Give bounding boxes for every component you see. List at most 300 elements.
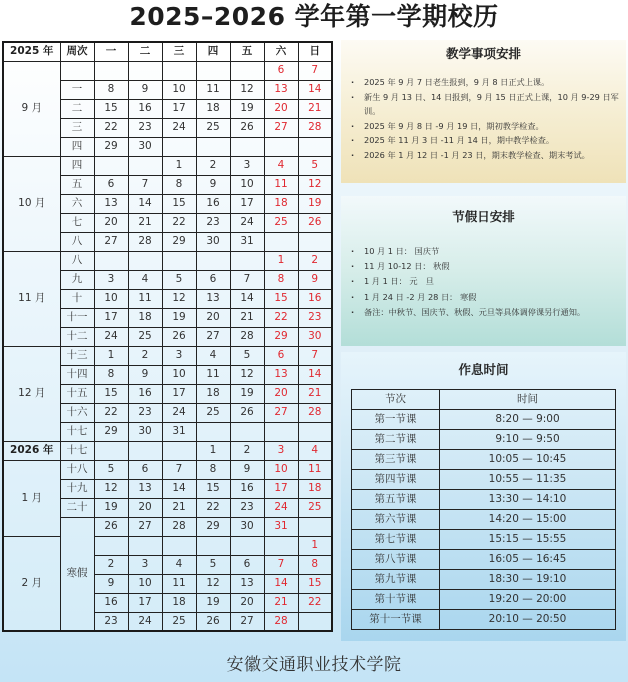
- calendar-day: 9: [128, 365, 162, 384]
- calendar-day: 18: [128, 308, 162, 327]
- calendar-day: 17: [128, 593, 162, 612]
- calendar-day: 16: [230, 479, 264, 498]
- calendar-day: 22: [162, 213, 196, 232]
- calendar-day: 19: [196, 593, 230, 612]
- calendar-day: 21: [298, 99, 332, 118]
- calendar-day: 19: [230, 384, 264, 403]
- calendar-day: 2: [298, 251, 332, 270]
- weekday-header: 一: [94, 42, 128, 61]
- calendar-day: 11: [196, 80, 230, 99]
- schedule-panel: [341, 352, 626, 641]
- calendar-day: [298, 517, 332, 536]
- calendar-day: [298, 612, 332, 631]
- calendar-day: 6: [230, 555, 264, 574]
- period-name: 第三节课: [352, 450, 440, 470]
- calendar-day: 23: [298, 308, 332, 327]
- calendar-day: [128, 251, 162, 270]
- calendar-day: 27: [264, 118, 298, 137]
- college-name: 安徽交通职业技术学院: [226, 655, 402, 675]
- calendar-day: 29: [94, 422, 128, 441]
- calendar-day: 4: [298, 441, 332, 460]
- calendar-day: 6: [264, 61, 298, 80]
- calendar-day: 13: [196, 289, 230, 308]
- calendar-day: 21: [264, 593, 298, 612]
- calendar-day: 12: [94, 479, 128, 498]
- calendar-day: 14: [230, 289, 264, 308]
- calendar-day: 7: [264, 555, 298, 574]
- period-time: 18:30 — 19:10: [440, 570, 616, 590]
- week-number: 十七: [60, 422, 94, 441]
- calendar-day: 30: [298, 327, 332, 346]
- calendar-day: 31: [230, 232, 264, 251]
- calendar-day: 26: [162, 327, 196, 346]
- calendar-day: 4: [128, 270, 162, 289]
- calendar-day: 3: [230, 156, 264, 175]
- week-number: 十二: [60, 327, 94, 346]
- calendar-day: [128, 536, 162, 555]
- calendar-day: 20: [196, 308, 230, 327]
- calendar-day: 9: [230, 460, 264, 479]
- calendar-day: 12: [230, 365, 264, 384]
- calendar-day: 22: [196, 498, 230, 517]
- notice-item: · 2026 年 1 月 12 日 -1 月 23 日，期末教学检查、期末考试。: [349, 148, 626, 163]
- calendar-day: 1: [298, 536, 332, 555]
- schedule-title: 作息时间: [458, 362, 509, 377]
- calendar-day: 9: [128, 80, 162, 99]
- calendar-day: 18: [196, 384, 230, 403]
- calendar-day: 19: [230, 99, 264, 118]
- calendar-day: 28: [298, 403, 332, 422]
- calendar-day: 23: [94, 612, 128, 631]
- weekday-header: 三: [162, 42, 196, 61]
- week-number: 八: [60, 251, 94, 270]
- week-number: 三: [60, 118, 94, 137]
- calendar-day: 5: [298, 156, 332, 175]
- calendar-day: 28: [128, 232, 162, 251]
- period-name: 第四节课: [352, 470, 440, 490]
- week-number: 寒假: [60, 517, 94, 631]
- school-calendar-table: [2, 41, 333, 632]
- period-time: 14:20 — 15:00: [440, 510, 616, 530]
- month-label: 11 月: [3, 251, 60, 346]
- calendar-day: 24: [230, 213, 264, 232]
- calendar-day: 24: [162, 403, 196, 422]
- calendar-row: [3, 441, 332, 460]
- calendar-day: 21: [162, 498, 196, 517]
- week-number: 四: [60, 156, 94, 175]
- calendar-day: 13: [264, 365, 298, 384]
- calendar-day: 4: [162, 555, 196, 574]
- weekday-header: 二: [128, 42, 162, 61]
- calendar-row: [3, 251, 332, 270]
- calendar-day: 11: [298, 460, 332, 479]
- calendar-day: 19: [162, 308, 196, 327]
- calendar-day: 27: [196, 327, 230, 346]
- calendar-day: 3: [162, 346, 196, 365]
- calendar-row: [3, 346, 332, 365]
- calendar-day: 11: [162, 574, 196, 593]
- calendar-day: 5: [94, 460, 128, 479]
- calendar-day: 31: [264, 517, 298, 536]
- calendar-day: 25: [196, 118, 230, 137]
- calendar-day: [196, 137, 230, 156]
- calendar-day: [230, 536, 264, 555]
- calendar-day: 17: [162, 99, 196, 118]
- calendar-day: 26: [230, 403, 264, 422]
- week-number: 十三: [60, 346, 94, 365]
- calendar-day: 25: [128, 327, 162, 346]
- calendar-day: 6: [128, 460, 162, 479]
- calendar-day: 12: [162, 289, 196, 308]
- calendar-day: 17: [94, 308, 128, 327]
- notice-title: 教学事项安排: [445, 46, 521, 61]
- week-number: 十九: [60, 479, 94, 498]
- calendar-day: 26: [94, 517, 128, 536]
- calendar-day: 8: [298, 555, 332, 574]
- calendar-day: 5: [162, 270, 196, 289]
- calendar-day: 10: [94, 289, 128, 308]
- calendar-day: 29: [94, 137, 128, 156]
- period-time: 8:20 — 9:00: [440, 410, 616, 430]
- calendar-day: [230, 137, 264, 156]
- schedule-row: [352, 550, 616, 570]
- calendar-day: 23: [196, 213, 230, 232]
- calendar-day: [230, 422, 264, 441]
- calendar-day: 16: [196, 194, 230, 213]
- time-header: 时间: [440, 390, 616, 410]
- calendar-day: [264, 536, 298, 555]
- holiday-list: [341, 244, 626, 320]
- week-number: 十八: [60, 460, 94, 479]
- week-number: 十四: [60, 365, 94, 384]
- calendar-day: 29: [264, 327, 298, 346]
- calendar-day: 30: [128, 422, 162, 441]
- notice-item: · 2025 年 9 月 7 日老生报到，9 月 8 日正式上课。: [349, 75, 626, 90]
- calendar-day: 20: [264, 99, 298, 118]
- period-time: 9:10 — 9:50: [440, 430, 616, 450]
- calendar-day: 4: [264, 156, 298, 175]
- calendar-day: 1: [196, 441, 230, 460]
- calendar-day: 19: [298, 194, 332, 213]
- calendar-day: 21: [298, 384, 332, 403]
- calendar-day: 20: [94, 213, 128, 232]
- calendar-day: 24: [162, 118, 196, 137]
- schedule-row: [352, 530, 616, 550]
- holiday-item: · 10 月 1 日： 国庆节: [349, 244, 626, 259]
- schedule-row: [352, 570, 616, 590]
- calendar-day: 24: [264, 498, 298, 517]
- calendar-day: 28: [230, 327, 264, 346]
- calendar-day: [298, 137, 332, 156]
- calendar-day: 2: [128, 346, 162, 365]
- weekday-header: 四: [196, 42, 230, 61]
- teaching-notice-panel: [341, 40, 626, 183]
- calendar-day: 22: [298, 593, 332, 612]
- period-name: 第六节课: [352, 510, 440, 530]
- month-label: 12 月: [3, 346, 60, 441]
- calendar-day: 13: [230, 574, 264, 593]
- calendar-day: 15: [298, 574, 332, 593]
- notice-item: · 新生 9 月 13 日、14 日报到，9 月 15 日正式上课，10 月 9-29 日军训。: [349, 90, 626, 119]
- period-name: 第五节课: [352, 490, 440, 510]
- calendar-day: 14: [128, 194, 162, 213]
- week-number: 十六: [60, 403, 94, 422]
- calendar-day: [264, 137, 298, 156]
- calendar-day: 17: [162, 384, 196, 403]
- calendar-body: [3, 61, 332, 631]
- calendar-day: 29: [196, 517, 230, 536]
- week-number: 四: [60, 137, 94, 156]
- calendar-row: [3, 61, 332, 80]
- schedule-row: [352, 610, 616, 630]
- month-label: 9 月: [3, 61, 60, 156]
- year-label: 2026 年: [3, 441, 60, 460]
- calendar-day: [298, 422, 332, 441]
- calendar-day: 15: [196, 479, 230, 498]
- calendar-day: 3: [128, 555, 162, 574]
- month-label: 10 月: [3, 156, 60, 251]
- holiday-panel: [341, 196, 626, 346]
- schedule-row: [352, 410, 616, 430]
- calendar-day: 25: [162, 612, 196, 631]
- calendar-day: 20: [264, 384, 298, 403]
- calendar-day: [128, 156, 162, 175]
- calendar-day: 12: [298, 175, 332, 194]
- period-time: 15:15 — 15:55: [440, 530, 616, 550]
- period-header: 节次: [352, 390, 440, 410]
- week-number: [60, 61, 94, 80]
- calendar-day: [94, 156, 128, 175]
- calendar-day: 22: [94, 403, 128, 422]
- calendar-day: 10: [162, 365, 196, 384]
- calendar-day: 14: [298, 80, 332, 99]
- calendar-day: [230, 61, 264, 80]
- week-header: 周次: [60, 42, 94, 61]
- period-time: 10:05 — 10:45: [440, 450, 616, 470]
- calendar-day: [230, 251, 264, 270]
- year-header: 2025 年: [3, 42, 60, 61]
- calendar-day: 20: [230, 593, 264, 612]
- period-time: 19:20 — 20:00: [440, 590, 616, 610]
- calendar-row: [3, 156, 332, 175]
- week-number: 十五: [60, 384, 94, 403]
- calendar-day: 7: [162, 460, 196, 479]
- calendar-header-row: [3, 42, 332, 61]
- holiday-item: · 1 月 1 日： 元 旦: [349, 274, 626, 289]
- period-time: 13:30 — 14:10: [440, 490, 616, 510]
- period-name: 第一节课: [352, 410, 440, 430]
- schedule-row: [352, 450, 616, 470]
- calendar-day: [128, 441, 162, 460]
- calendar-day: 27: [94, 232, 128, 251]
- calendar-row: [3, 460, 332, 479]
- period-name: 第十节课: [352, 590, 440, 610]
- calendar-day: 21: [230, 308, 264, 327]
- calendar-day: [298, 232, 332, 251]
- calendar-day: 18: [264, 194, 298, 213]
- calendar-day: 30: [196, 232, 230, 251]
- calendar-day: [94, 441, 128, 460]
- schedule-body: [352, 410, 616, 630]
- calendar-day: 31: [162, 422, 196, 441]
- calendar-day: 9: [94, 574, 128, 593]
- notice-item: · 2025 年 9 月 8 日 -9 月 19 日，期初教学检查。: [349, 119, 626, 134]
- calendar-day: 16: [94, 593, 128, 612]
- period-time: 10:55 — 11:35: [440, 470, 616, 490]
- calendar-day: [94, 536, 128, 555]
- calendar-day: 30: [230, 517, 264, 536]
- period-time: 16:05 — 16:45: [440, 550, 616, 570]
- week-number: 七: [60, 213, 94, 232]
- calendar-day: 16: [128, 99, 162, 118]
- period-name: 第八节课: [352, 550, 440, 570]
- calendar-day: [264, 232, 298, 251]
- period-name: 第七节课: [352, 530, 440, 550]
- calendar-day: 11: [196, 365, 230, 384]
- calendar-day: 12: [230, 80, 264, 99]
- calendar-day: 18: [162, 593, 196, 612]
- calendar-day: 20: [128, 498, 162, 517]
- calendar-day: 17: [264, 479, 298, 498]
- calendar-day: 17: [230, 194, 264, 213]
- schedule-row: [352, 590, 616, 610]
- calendar-day: 1: [162, 156, 196, 175]
- calendar-day: 3: [264, 441, 298, 460]
- notice-list: [341, 75, 626, 162]
- calendar-day: 2: [230, 441, 264, 460]
- calendar-day: 4: [196, 346, 230, 365]
- calendar-day: 25: [298, 498, 332, 517]
- calendar-day: 8: [162, 175, 196, 194]
- calendar-day: 8: [94, 365, 128, 384]
- week-number: 六: [60, 194, 94, 213]
- calendar-day: 14: [298, 365, 332, 384]
- schedule-table: [351, 389, 616, 630]
- weekday-header: 五: [230, 42, 264, 61]
- week-number: 九: [60, 270, 94, 289]
- calendar-day: 27: [128, 517, 162, 536]
- calendar-day: 30: [128, 137, 162, 156]
- period-name: 第十一节课: [352, 610, 440, 630]
- calendar-day: 11: [264, 175, 298, 194]
- calendar-day: [128, 61, 162, 80]
- calendar-day: 18: [196, 99, 230, 118]
- calendar-day: 9: [298, 270, 332, 289]
- page-title: 2025–2026 学年第一学期校历: [129, 2, 499, 31]
- period-time: 20:10 — 20:50: [440, 610, 616, 630]
- calendar-day: 13: [128, 479, 162, 498]
- calendar-day: [162, 536, 196, 555]
- schedule-row: [352, 470, 616, 490]
- calendar-day: 22: [94, 118, 128, 137]
- week-number: 二: [60, 99, 94, 118]
- calendar-day: 11: [128, 289, 162, 308]
- period-name: 第二节课: [352, 430, 440, 450]
- calendar-day: 23: [128, 403, 162, 422]
- schedule-row: [352, 510, 616, 530]
- calendar-day: 16: [128, 384, 162, 403]
- calendar-row: [3, 536, 332, 555]
- calendar-day: [162, 251, 196, 270]
- calendar-day: 10: [264, 460, 298, 479]
- calendar-day: [196, 422, 230, 441]
- calendar-day: 21: [128, 213, 162, 232]
- calendar-day: [196, 251, 230, 270]
- week-number: 十一: [60, 308, 94, 327]
- calendar-day: 10: [162, 80, 196, 99]
- calendar-day: 23: [128, 118, 162, 137]
- calendar-day: 24: [94, 327, 128, 346]
- calendar-day: 28: [264, 612, 298, 631]
- calendar-day: 3: [94, 270, 128, 289]
- holiday-item: · 1 月 24 日 -2 月 28 日： 寒假: [349, 290, 626, 305]
- calendar-day: 13: [94, 194, 128, 213]
- calendar-day: 16: [298, 289, 332, 308]
- calendar-day: 28: [162, 517, 196, 536]
- calendar-day: 26: [196, 612, 230, 631]
- calendar-day: 1: [94, 346, 128, 365]
- calendar-day: 1: [264, 251, 298, 270]
- week-number: 一: [60, 80, 94, 99]
- calendar-day: 25: [196, 403, 230, 422]
- period-name: 第九节课: [352, 570, 440, 590]
- calendar-day: 15: [162, 194, 196, 213]
- calendar-day: 10: [128, 574, 162, 593]
- calendar-day: 24: [128, 612, 162, 631]
- calendar-day: 18: [298, 479, 332, 498]
- week-number: 二十: [60, 498, 94, 517]
- calendar-day: 14: [264, 574, 298, 593]
- calendar-day: 25: [264, 213, 298, 232]
- notice-item: · 2025 年 11 月 3 日 -11 月 14 日，期中教学检查。: [349, 133, 626, 148]
- calendar-day: 7: [128, 175, 162, 194]
- month-label: 2 月: [3, 536, 60, 631]
- calendar-day: 22: [264, 308, 298, 327]
- calendar-day: [162, 137, 196, 156]
- week-number: 八: [60, 232, 94, 251]
- calendar-day: 13: [264, 80, 298, 99]
- calendar-day: [162, 441, 196, 460]
- calendar-day: 28: [298, 118, 332, 137]
- calendar-day: [94, 251, 128, 270]
- calendar-day: 26: [298, 213, 332, 232]
- weekday-header: 六: [264, 42, 298, 61]
- schedule-row: [352, 430, 616, 450]
- calendar-day: 29: [162, 232, 196, 251]
- calendar-day: 26: [230, 118, 264, 137]
- calendar-day: 7: [298, 61, 332, 80]
- calendar-day: 5: [230, 346, 264, 365]
- schedule-header-row: [352, 390, 616, 410]
- calendar-day: 15: [94, 384, 128, 403]
- calendar-day: 14: [162, 479, 196, 498]
- calendar-day: 10: [230, 175, 264, 194]
- week-number: 五: [60, 175, 94, 194]
- week-number: 十: [60, 289, 94, 308]
- calendar-day: 15: [94, 99, 128, 118]
- calendar-day: 6: [94, 175, 128, 194]
- calendar-day: 15: [264, 289, 298, 308]
- calendar-day: 27: [230, 612, 264, 631]
- calendar-day: 12: [196, 574, 230, 593]
- holiday-title: 节假日安排: [452, 209, 515, 224]
- calendar-day: 8: [264, 270, 298, 289]
- calendar-day: 7: [230, 270, 264, 289]
- calendar-day: 19: [94, 498, 128, 517]
- calendar-day: 8: [196, 460, 230, 479]
- schedule-row: [352, 490, 616, 510]
- calendar-day: 23: [230, 498, 264, 517]
